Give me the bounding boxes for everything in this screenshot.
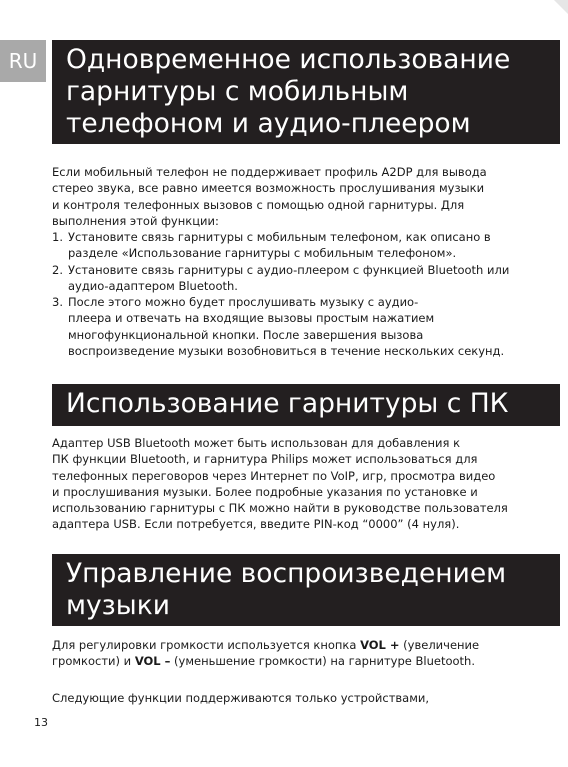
step-text: После этого можно будет прослушивать музыку с аудио- плеера и отвечать на входящие вызовы простым нажатием многофункциональной кнопки. После завершения вызова воспроизведение музыки возобновиться в течение нескольких секунд.: [68, 295, 505, 359]
volume-text-part: (увеличение громкости) и: [52, 638, 480, 669]
step-text: Установите связь гарнитуры с аудио-плеером с функцией Bluetooth или аудио-адаптером Bluetooth.: [68, 262, 510, 293]
section-title-pc-use: Использование гарнитуры с ПК: [52, 384, 560, 426]
step-number: 3.: [52, 295, 63, 310]
language-tab: RU: [0, 40, 46, 82]
volume-text-part: Для регулировки громкости используется кнопка: [52, 638, 361, 652]
supported-functions-paragraph: Следующие функции поддерживаются только устройствами,: [52, 691, 430, 705]
step-item: [52, 262, 547, 295]
intro-paragraph: Если мобильный телефон не поддерживает профиль A2DP для вывода стерео звука, все равно имеется возможность прослушивания музыки и контроля телефонных вызовов с помощью одной гарнитуры. Для выполнения этой функции:: [52, 165, 487, 228]
step-text: Установите связь гарнитуры с мобильным телефоном, как описано в разделе «Использование гарнитуры с мобильным телефоном».: [68, 230, 491, 261]
step-number: 1.: [52, 230, 63, 244]
volume-paragraph: [52, 637, 547, 670]
vol-up-label: VOL +: [360, 638, 400, 652]
step-number: 2.: [52, 262, 63, 277]
instruction-steps: [52, 229, 547, 359]
vol-down-label: VOL –: [134, 654, 171, 669]
page-number: 13: [34, 716, 48, 729]
step-item: [52, 294, 547, 359]
step-item: [52, 229, 547, 262]
section-title-simultaneous-use: Одновременное использование гарнитуры с мобильным телефоном и аудио-плеером: [52, 40, 560, 144]
volume-text-part: (уменьшение громкости) на гарнитуре Bluetooth.: [170, 654, 475, 669]
pc-use-paragraph: Адаптер USB Bluetooth может быть использован для добавления к ПК функции Bluetooth, и гарнитура Philips может использоваться для телефонных переговоров через Интернет по VoIP, игр, просмотра видео и прослушивания музыки. Более подробные указания по установке и использованию гарнитуры с ПК можно найти в руководстве пользователя адаптера USB. Если потребуется, введите PIN-код “0000” (4 нуля).: [52, 436, 508, 532]
section-title-music-control: Управление воспроизведением музыки: [52, 554, 560, 626]
page-corner-decoration: [554, 0, 568, 14]
